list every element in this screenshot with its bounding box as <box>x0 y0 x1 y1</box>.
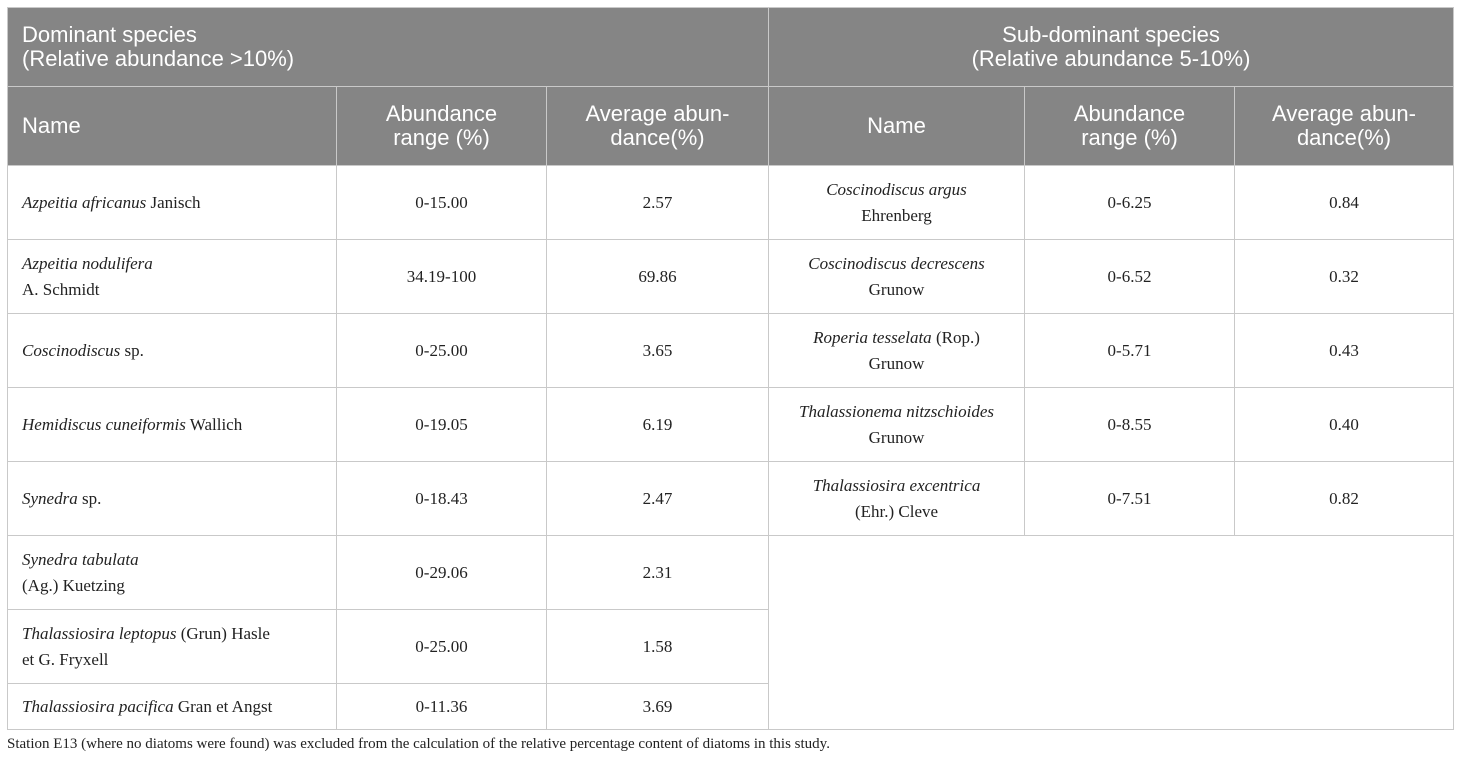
species-author: Gran et Angst <box>173 696 273 716</box>
abundance-range-cell: 0-6.25 <box>1025 166 1235 240</box>
average-abundance-cell: 1.58 <box>547 610 769 684</box>
species-author: Wallich <box>185 414 243 434</box>
abundance-range-cell: 0-6.52 <box>1025 240 1235 314</box>
species-author-line2: A. Schmidt <box>22 279 100 299</box>
species-name: Thalassiosira excentrica <box>812 475 981 495</box>
species-author-line2: Grunow <box>868 353 925 373</box>
species-author: (Grun) Hasle <box>176 623 270 643</box>
average-abundance-cell: 2.31 <box>547 536 769 610</box>
table-footnote: Station E13 (where no diatoms were found) was excluded from the calculation of the relative percentage content of diatoms in this study. <box>7 736 830 752</box>
species-name: Coscinodiscus argus <box>826 179 967 199</box>
abundance-range-cell: 0-25.00 <box>337 314 547 388</box>
dominant-group-header <box>8 8 769 87</box>
abundance-range-cell: 0-7.51 <box>1025 462 1235 536</box>
average-abundance-cell: 0.40 <box>1235 388 1454 462</box>
dominant-name-6 <box>8 610 337 684</box>
abundance-range-cell: 0-5.71 <box>1025 314 1235 388</box>
table-row <box>8 166 1454 240</box>
species-author-line2: Ehrenberg <box>861 205 932 225</box>
species-name: Coscinodiscus <box>22 340 121 360</box>
col-header-name: Name <box>8 87 337 166</box>
species-author-line2: Grunow <box>868 427 925 447</box>
dominant-name-1 <box>8 240 337 314</box>
empty-area <box>769 536 1454 730</box>
abundance-range-cell: 34.19-100 <box>337 240 547 314</box>
subdominant-header-line2: (Relative abundance 5-10%) <box>971 46 1251 71</box>
species-name: Roperia tesselata <box>813 327 932 347</box>
col-header-average-sub: Average abun- dance(%) <box>1235 87 1454 166</box>
average-abundance-cell: 2.57 <box>547 166 769 240</box>
dominant-header-line1: Dominant species <box>22 22 197 47</box>
species-author: Janisch <box>146 192 201 212</box>
species-name: Synedra <box>22 488 78 508</box>
dominant-name-0 <box>8 166 337 240</box>
dominant-name-5 <box>8 536 337 610</box>
average-abundance-cell: 6.19 <box>547 388 769 462</box>
species-name: Coscinodiscus decrescens <box>808 253 985 273</box>
average-abundance-cell: 0.82 <box>1235 462 1454 536</box>
col-header-name-sub: Name <box>769 87 1025 166</box>
table-row <box>8 240 1454 314</box>
subdominant-name-4 <box>769 462 1025 536</box>
subdominant-group-header <box>769 8 1454 87</box>
average-abundance-cell: 0.84 <box>1235 166 1454 240</box>
dominant-header-line2: (Relative abundance >10%) <box>22 46 295 71</box>
species-author: (Rop.) <box>931 327 980 347</box>
species-name: Thalassionema nitzschioides <box>798 401 995 421</box>
species-name: Thalassiosira pacifica <box>22 696 174 716</box>
col-header-range: Abundance range (%) <box>337 87 547 166</box>
species-name: Azpeitia nodulifera <box>22 253 153 273</box>
col-header-range-sub: Abundance range (%) <box>1025 87 1235 166</box>
dominant-name-4 <box>8 462 337 536</box>
average-abundance-cell: 69.86 <box>547 240 769 314</box>
dominant-name-7 <box>8 684 337 730</box>
average-abundance-cell: 0.32 <box>1235 240 1454 314</box>
average-abundance-cell: 2.47 <box>547 462 769 536</box>
abundance-range-cell: 0-25.00 <box>337 610 547 684</box>
abundance-range-cell: 0-15.00 <box>337 166 547 240</box>
table-row <box>8 388 1454 462</box>
col-header-average: Average abun- dance(%) <box>547 87 769 166</box>
species-author-line2: et G. Fryxell <box>22 649 109 669</box>
table-row <box>8 314 1454 388</box>
subdominant-name-0 <box>769 166 1025 240</box>
abundance-range-cell: 0-8.55 <box>1025 388 1235 462</box>
dominant-name-3 <box>8 388 337 462</box>
species-author: sp. <box>120 340 144 360</box>
species-name: Synedra tabulata <box>22 549 139 569</box>
species-name: Thalassiosira leptopus <box>22 623 177 643</box>
table-row <box>8 462 1454 536</box>
dominant-name-2 <box>8 314 337 388</box>
average-abundance-cell: 3.65 <box>547 314 769 388</box>
species-author: sp. <box>77 488 102 508</box>
species-author-line2: (Ehr.) Cleve <box>854 501 939 521</box>
table-row <box>8 536 1454 610</box>
species-name: Azpeitia africanus <box>22 192 147 212</box>
abundance-range-cell: 0-19.05 <box>337 388 547 462</box>
average-abundance-cell: 0.43 <box>1235 314 1454 388</box>
average-abundance-cell: 3.69 <box>547 684 769 730</box>
subdominant-name-2 <box>769 314 1025 388</box>
species-author-line2: Grunow <box>868 279 925 299</box>
abundance-range-cell: 0-11.36 <box>337 684 547 730</box>
abundance-range-cell: 0-18.43 <box>337 462 547 536</box>
species-name: Hemidiscus cuneiformis <box>22 414 186 434</box>
subdominant-name-1 <box>769 240 1025 314</box>
diatom-species-table <box>7 7 1454 730</box>
species-author-line2: (Ag.) Kuetzing <box>22 575 125 595</box>
abundance-range-cell: 0-29.06 <box>337 536 547 610</box>
subdominant-header-line1: Sub-dominant species <box>1002 22 1220 47</box>
subdominant-name-3 <box>769 388 1025 462</box>
